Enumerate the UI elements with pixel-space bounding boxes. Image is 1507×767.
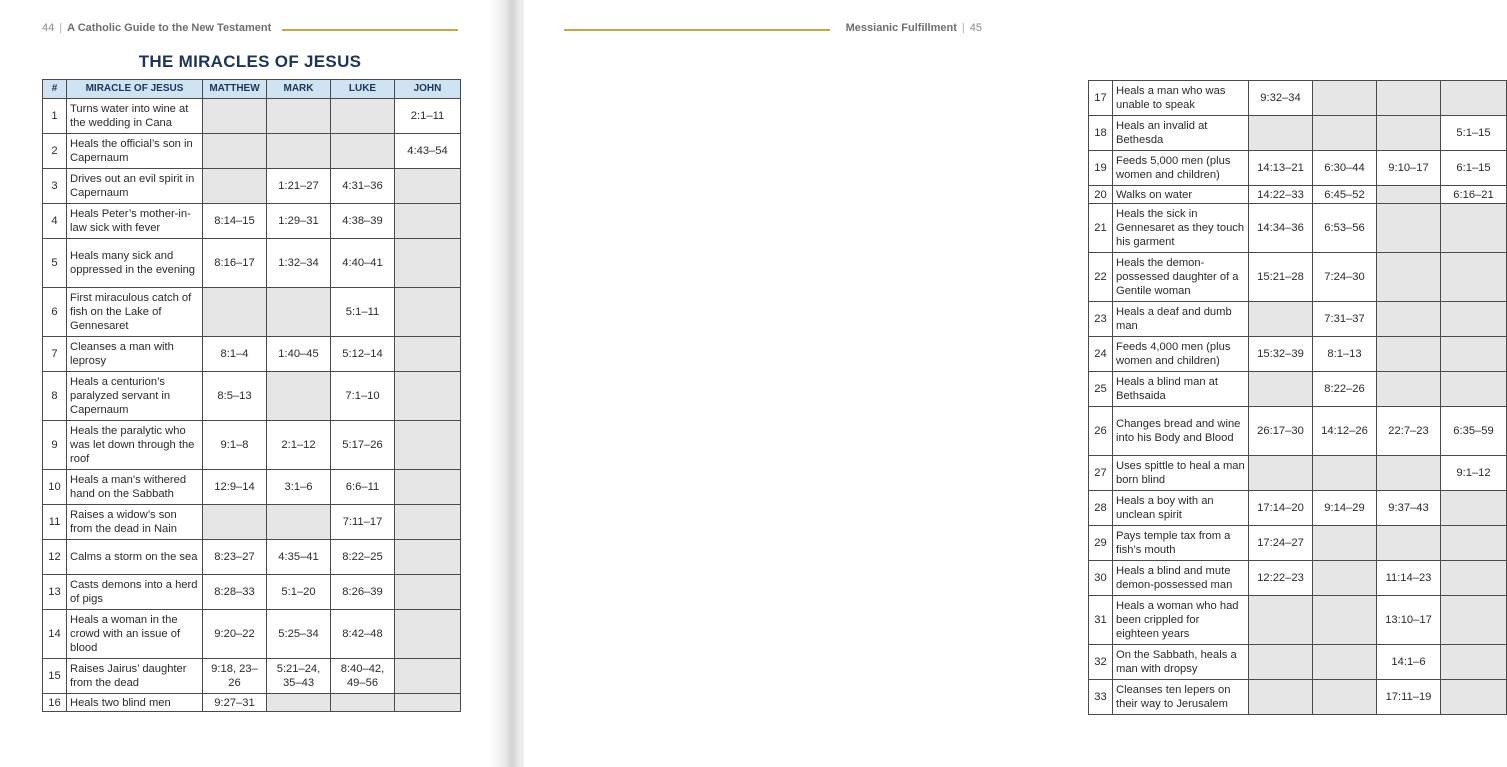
row-number: 18	[1089, 116, 1113, 151]
miracle-description: Heals a woman in the crowd with an issue of blood	[67, 610, 203, 659]
miracle-description: On the Sabbath, heals a man with dropsy	[1113, 645, 1249, 680]
book-title: A Catholic Guide to the New Testament	[67, 22, 272, 34]
table-row	[43, 540, 461, 575]
mark-reference: 6:45–52	[1313, 186, 1377, 204]
miracle-description: Heals a boy with an unclean spirit	[1113, 491, 1249, 526]
luke-reference	[1377, 253, 1441, 302]
matthew-reference	[1249, 645, 1313, 680]
table-row	[1089, 372, 1507, 407]
john-reference	[1441, 561, 1507, 596]
mark-reference: 1:21–27	[267, 169, 331, 204]
mark-reference: 4:35–41	[267, 540, 331, 575]
row-number: 1	[43, 99, 67, 134]
matthew-reference	[203, 288, 267, 337]
luke-reference: 5:17–26	[331, 421, 395, 470]
matthew-reference: 14:34–36	[1249, 204, 1313, 253]
luke-reference	[331, 694, 395, 712]
row-number: 10	[43, 470, 67, 505]
matthew-reference: 17:24–27	[1249, 526, 1313, 561]
mark-reference: 2:1–12	[267, 421, 331, 470]
row-number: 21	[1089, 204, 1113, 253]
mark-reference	[1313, 81, 1377, 116]
table-row	[1089, 81, 1507, 116]
matthew-reference: 15:32–39	[1249, 337, 1313, 372]
miracle-description: Heals the demon-possessed daughter of a Gentile woman	[1113, 253, 1249, 302]
row-number: 29	[1089, 526, 1113, 561]
table-title: THE MIRACLES OF JESUS	[138, 52, 362, 71]
row-number: 7	[43, 337, 67, 372]
john-reference	[1441, 680, 1507, 715]
row-number: 19	[1089, 151, 1113, 186]
matthew-reference: 14:13–21	[1249, 151, 1313, 186]
miracle-description: Calms a storm on the sea	[67, 540, 203, 575]
row-number: 9	[43, 421, 67, 470]
miracle-description: Feeds 5,000 men (plus women and children)	[1113, 151, 1249, 186]
john-reference: 6:16–21	[1441, 186, 1507, 204]
miracle-description: First miraculous catch of fish on the Lake of Gennesaret	[67, 288, 203, 337]
miracle-description: Feeds 4,000 men (plus women and children)	[1113, 337, 1249, 372]
john-reference	[1441, 596, 1507, 645]
row-number: 17	[1089, 81, 1113, 116]
mark-reference	[267, 694, 331, 712]
mark-reference	[267, 134, 331, 169]
table-row	[43, 372, 461, 421]
john-reference	[395, 372, 461, 421]
john-reference: 4:43–54	[395, 134, 461, 169]
luke-reference: 8:40–42, 49–56	[331, 659, 395, 694]
row-number: 12	[43, 540, 67, 575]
left-page	[0, 0, 500, 767]
luke-reference	[1377, 186, 1441, 204]
mark-reference: 7:24–30	[1313, 253, 1377, 302]
miracle-description: Walks on water	[1113, 186, 1249, 204]
table-row	[43, 337, 461, 372]
luke-reference: 14:1–6	[1377, 645, 1441, 680]
matthew-reference: 8:16–17	[203, 239, 267, 288]
matthew-reference: 15:21–28	[1249, 253, 1313, 302]
luke-reference: 5:1–11	[331, 288, 395, 337]
luke-reference	[1377, 302, 1441, 337]
matthew-reference: 8:14–15	[203, 204, 267, 239]
matthew-reference	[203, 134, 267, 169]
column-header-number: #	[43, 80, 67, 99]
mark-reference: 5:1–20	[267, 575, 331, 610]
luke-reference	[331, 99, 395, 134]
john-reference: 6:35–59	[1441, 407, 1507, 456]
john-reference	[395, 470, 461, 505]
table-row	[43, 659, 461, 694]
matthew-reference: 9:18, 23–26	[203, 659, 267, 694]
mark-reference: 14:12–26	[1313, 407, 1377, 456]
mark-reference: 8:22–26	[1313, 372, 1377, 407]
table-row	[1089, 645, 1507, 680]
john-reference: 9:1–12	[1441, 456, 1507, 491]
mark-reference: 5:21–24, 35–43	[267, 659, 331, 694]
miracle-description: Raises Jairus’ daughter from the dead	[67, 659, 203, 694]
table-row	[1089, 151, 1507, 186]
mark-reference	[1313, 680, 1377, 715]
left-header-rule	[282, 29, 458, 31]
john-reference	[395, 337, 461, 372]
miracle-description: Heals two blind men	[67, 694, 203, 712]
table-row	[1089, 596, 1507, 645]
john-reference	[395, 575, 461, 610]
miracle-description: Heals many sick and oppressed in the evening	[67, 239, 203, 288]
table-row	[43, 470, 461, 505]
matthew-reference	[1249, 680, 1313, 715]
mark-reference	[1313, 645, 1377, 680]
mark-reference	[1313, 526, 1377, 561]
row-number: 3	[43, 169, 67, 204]
table-row	[1089, 253, 1507, 302]
luke-reference	[1377, 81, 1441, 116]
luke-reference: 4:40–41	[331, 239, 395, 288]
table-row	[1089, 407, 1507, 456]
luke-reference: 8:22–25	[331, 540, 395, 575]
matthew-reference: 8:23–27	[203, 540, 267, 575]
row-number: 31	[1089, 596, 1113, 645]
john-reference	[395, 610, 461, 659]
table-row	[1089, 116, 1507, 151]
row-number: 5	[43, 239, 67, 288]
row-number: 6	[43, 288, 67, 337]
table-row	[1089, 561, 1507, 596]
table-row	[43, 239, 461, 288]
matthew-reference	[1249, 116, 1313, 151]
john-reference	[395, 659, 461, 694]
matthew-reference: 14:22–33	[1249, 186, 1313, 204]
matthew-reference: 8:28–33	[203, 575, 267, 610]
luke-reference	[1377, 204, 1441, 253]
right-header-rule	[564, 29, 830, 31]
column-header-miracle: MIRACLE OF JESUS	[67, 80, 203, 99]
luke-reference	[1377, 116, 1441, 151]
john-reference	[1441, 645, 1507, 680]
row-number: 8	[43, 372, 67, 421]
miracle-description: Heals a woman who had been crippled for eighteen years	[1113, 596, 1249, 645]
table-row	[43, 99, 461, 134]
row-number: 20	[1089, 186, 1113, 204]
matthew-reference	[1249, 596, 1313, 645]
mark-reference	[267, 505, 331, 540]
mark-reference: 6:53–56	[1313, 204, 1377, 253]
mark-reference	[1313, 116, 1377, 151]
row-number: 26	[1089, 407, 1113, 456]
miracle-description: Heals Peter’s mother-in-law sick with fever	[67, 204, 203, 239]
row-number: 28	[1089, 491, 1113, 526]
miracles-table-left	[42, 79, 461, 712]
header-separator: |	[961, 22, 965, 34]
matthew-reference	[203, 99, 267, 134]
luke-reference: 6:6–11	[331, 470, 395, 505]
john-reference: 5:1–15	[1441, 116, 1507, 151]
miracle-description: Heals a blind man at Bethsaida	[1113, 372, 1249, 407]
matthew-reference: 8:1–4	[203, 337, 267, 372]
mark-reference: 8:1–13	[1313, 337, 1377, 372]
luke-reference	[1377, 337, 1441, 372]
luke-reference: 17:11–19	[1377, 680, 1441, 715]
row-number: 25	[1089, 372, 1113, 407]
luke-reference	[1377, 372, 1441, 407]
luke-reference	[1377, 456, 1441, 491]
john-reference	[395, 505, 461, 540]
section-title: Messianic Fulfillment	[845, 22, 957, 34]
right-page-number: 45	[969, 22, 982, 34]
table-row	[43, 505, 461, 540]
mark-reference: 6:30–44	[1313, 151, 1377, 186]
matthew-reference: 9:20–22	[203, 610, 267, 659]
miracle-description: Cleanses a man with leprosy	[67, 337, 203, 372]
table-header-row	[43, 80, 461, 99]
luke-reference	[1377, 526, 1441, 561]
miracle-description: Heals the official’s son in Capernaum	[67, 134, 203, 169]
luke-reference: 7:1–10	[331, 372, 395, 421]
table-row	[1089, 456, 1507, 491]
mark-reference	[1313, 456, 1377, 491]
miracle-description: Casts demons into a herd of pigs	[67, 575, 203, 610]
luke-reference: 9:37–43	[1377, 491, 1441, 526]
table-row	[43, 575, 461, 610]
miracle-description: Changes bread and wine into his Body and Blood	[1113, 407, 1249, 456]
column-header-matthew: MATTHEW	[203, 80, 267, 99]
john-reference	[1441, 491, 1507, 526]
row-number: 33	[1089, 680, 1113, 715]
matthew-reference: 9:27–31	[203, 694, 267, 712]
miracle-description: Heals the sick in Gennesaret as they touch his garment	[1113, 204, 1249, 253]
john-reference	[395, 204, 461, 239]
mark-reference	[267, 288, 331, 337]
table-row	[1089, 302, 1507, 337]
row-number: 13	[43, 575, 67, 610]
john-reference	[395, 694, 461, 712]
table-row	[1089, 526, 1507, 561]
row-number: 22	[1089, 253, 1113, 302]
table-row	[43, 288, 461, 337]
row-number: 23	[1089, 302, 1113, 337]
john-reference	[395, 239, 461, 288]
mark-reference: 1:40–45	[267, 337, 331, 372]
row-number: 27	[1089, 456, 1113, 491]
right-running-head	[846, 22, 982, 34]
mark-reference	[267, 372, 331, 421]
miracle-description: Pays temple tax from a fish’s mouth	[1113, 526, 1249, 561]
matthew-reference: 17:14–20	[1249, 491, 1313, 526]
row-number: 24	[1089, 337, 1113, 372]
luke-reference: 4:38–39	[331, 204, 395, 239]
miracle-description: Raises a widow’s son from the dead in Nain	[67, 505, 203, 540]
matthew-reference: 12:9–14	[203, 470, 267, 505]
table-row	[1089, 204, 1507, 253]
row-number: 2	[43, 134, 67, 169]
john-reference	[1441, 372, 1507, 407]
table-row	[43, 694, 461, 712]
miracle-description: Heals the paralytic who was let down through the roof	[67, 421, 203, 470]
table-row	[43, 169, 461, 204]
table-row	[1089, 337, 1507, 372]
table-row	[1089, 680, 1507, 715]
john-reference	[1441, 526, 1507, 561]
miracle-description: Heals a man who was unable to speak	[1113, 81, 1249, 116]
matthew-reference: 9:1–8	[203, 421, 267, 470]
header-separator: |	[59, 22, 63, 34]
matthew-reference	[1249, 302, 1313, 337]
matthew-reference: 8:5–13	[203, 372, 267, 421]
miracle-description: Turns water into wine at the wedding in Cana	[67, 99, 203, 134]
luke-reference: 8:26–39	[331, 575, 395, 610]
table-row	[43, 204, 461, 239]
miracle-description: Uses spittle to heal a man born blind	[1113, 456, 1249, 491]
john-reference	[1441, 253, 1507, 302]
john-reference	[395, 169, 461, 204]
column-header-luke: LUKE	[331, 80, 395, 99]
row-number: 11	[43, 505, 67, 540]
luke-reference: 8:42–48	[331, 610, 395, 659]
john-reference	[395, 288, 461, 337]
john-reference	[395, 540, 461, 575]
mark-reference: 9:14–29	[1313, 491, 1377, 526]
miracle-description: Heals a man’s withered hand on the Sabbath	[67, 470, 203, 505]
mark-reference: 3:1–6	[267, 470, 331, 505]
luke-reference: 7:11–17	[331, 505, 395, 540]
john-reference	[1441, 81, 1507, 116]
mark-reference: 5:25–34	[267, 610, 331, 659]
table-row	[43, 421, 461, 470]
left-running-head	[42, 22, 271, 34]
john-reference	[1441, 302, 1507, 337]
matthew-reference: 9:32–34	[1249, 81, 1313, 116]
luke-reference: 22:7–23	[1377, 407, 1441, 456]
mark-reference: 1:32–34	[267, 239, 331, 288]
column-header-mark: MARK	[267, 80, 331, 99]
row-number: 14	[43, 610, 67, 659]
matthew-reference	[203, 505, 267, 540]
miracle-description: Cleanses ten lepers on their way to Jerusalem	[1113, 680, 1249, 715]
miracles-table-right	[1088, 80, 1507, 715]
row-number: 15	[43, 659, 67, 694]
john-reference	[395, 421, 461, 470]
row-number: 30	[1089, 561, 1113, 596]
miracle-description: Heals an invalid at Bethesda	[1113, 116, 1249, 151]
john-reference	[1441, 204, 1507, 253]
luke-reference: 9:10–17	[1377, 151, 1441, 186]
luke-reference: 11:14–23	[1377, 561, 1441, 596]
john-reference	[1441, 337, 1507, 372]
luke-reference: 13:10–17	[1377, 596, 1441, 645]
miracle-description: Heals a blind and mute demon-possessed man	[1113, 561, 1249, 596]
luke-reference: 4:31–36	[331, 169, 395, 204]
table-row	[43, 610, 461, 659]
row-number: 32	[1089, 645, 1113, 680]
john-reference: 2:1–11	[395, 99, 461, 134]
matthew-reference	[1249, 456, 1313, 491]
luke-reference	[331, 134, 395, 169]
miracle-description: Drives out an evil spirit in Capernaum	[67, 169, 203, 204]
right-page	[524, 0, 1494, 767]
john-reference: 6:1–15	[1441, 151, 1507, 186]
table-row	[43, 134, 461, 169]
table-row	[1089, 491, 1507, 526]
column-header-john: JOHN	[395, 80, 461, 99]
mark-reference	[1313, 596, 1377, 645]
mark-reference	[267, 99, 331, 134]
row-number: 16	[43, 694, 67, 712]
matthew-reference: 26:17–30	[1249, 407, 1313, 456]
left-page-number: 44	[42, 22, 55, 34]
miracle-description: Heals a centurion’s paralyzed servant in Capernaum	[67, 372, 203, 421]
matthew-reference	[203, 169, 267, 204]
row-number: 4	[43, 204, 67, 239]
mark-reference: 7:31–37	[1313, 302, 1377, 337]
luke-reference: 5:12–14	[331, 337, 395, 372]
mark-reference: 1:29–31	[267, 204, 331, 239]
mark-reference	[1313, 561, 1377, 596]
matthew-reference	[1249, 372, 1313, 407]
matthew-reference: 12:22–23	[1249, 561, 1313, 596]
table-row	[1089, 186, 1507, 204]
miracle-description: Heals a deaf and dumb man	[1113, 302, 1249, 337]
